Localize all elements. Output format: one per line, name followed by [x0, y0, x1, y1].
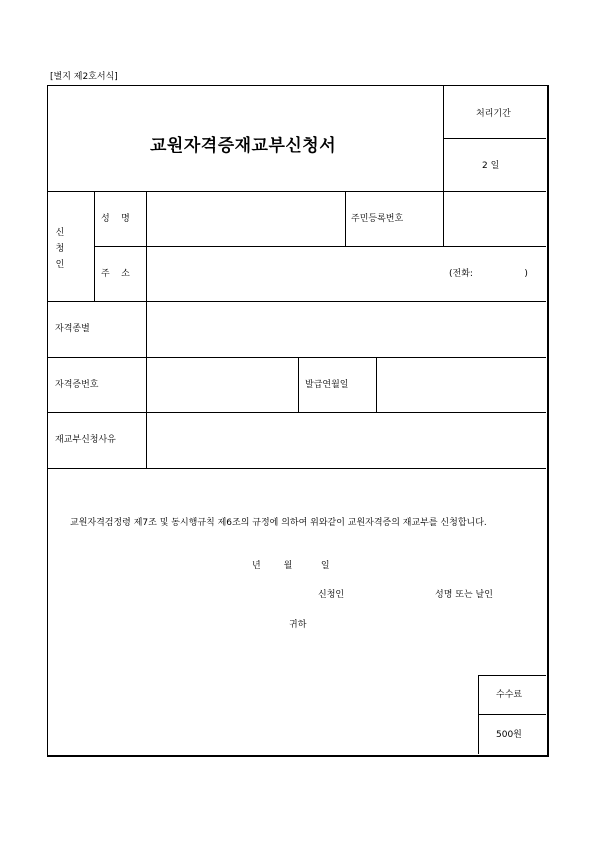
cert-number-label: 자격증번호	[55, 380, 99, 390]
reissue-reason-label: 재교부신청사유	[55, 435, 116, 445]
row-line-2	[94, 246, 546, 247]
form-title: 교원자격증재교부신청서	[150, 136, 337, 156]
row-line-4	[48, 357, 546, 358]
row-line-6	[48, 468, 546, 469]
cert-type-label: 자격종별	[55, 324, 90, 334]
row-line-3	[48, 301, 546, 302]
address-field[interactable]	[150, 249, 440, 297]
cert-number-divider	[298, 357, 299, 412]
label-col-divider-top	[146, 191, 147, 301]
issue-date-field[interactable]	[380, 360, 540, 408]
row-line-1	[48, 191, 546, 192]
cert-number-field[interactable]	[150, 360, 294, 408]
name-field[interactable]	[150, 194, 340, 242]
fee-label: 수수료	[496, 690, 523, 700]
row-line-5	[48, 412, 546, 413]
id-number-label: 주민등록번호	[351, 214, 404, 224]
applicant-section-label: 신청인	[55, 228, 65, 270]
reissue-reason-field[interactable]	[150, 416, 540, 464]
id-value-divider	[443, 191, 444, 246]
fee-value: 500원	[496, 730, 522, 740]
id-number-field[interactable]	[447, 194, 542, 242]
application-statement: 교원자격검정령 제7조 및 동시행규칙 제6조의 규정에 의하여 위와같이 교원자격증의 재교부를 신청합니다.	[70, 518, 487, 528]
form-number-label: [별지 제2호서식]	[50, 72, 118, 82]
fee-box-divider	[478, 714, 546, 715]
name-id-divider	[345, 191, 346, 246]
address-label: 주 소	[101, 269, 130, 279]
addressee-label: 귀하	[289, 620, 307, 630]
fee-box-top	[478, 675, 546, 676]
processing-period-label: 처리기간	[476, 109, 511, 119]
processing-divider	[443, 138, 546, 139]
processing-period-value: 2 일	[482, 161, 500, 171]
phone-label: (전화: )	[449, 269, 528, 279]
applicant-col-divider	[94, 191, 95, 301]
date-line: 년 월 일	[252, 561, 330, 571]
cert-type-field[interactable]	[150, 305, 540, 353]
applicant-sign-label: 신청인	[318, 590, 345, 600]
label-col-divider-bottom	[146, 301, 147, 468]
issue-date-label: 발급연월일	[305, 380, 349, 390]
signature-label: 성명 또는 날인	[435, 590, 493, 600]
issue-date-divider	[376, 357, 377, 412]
name-label: 성 명	[101, 214, 130, 224]
